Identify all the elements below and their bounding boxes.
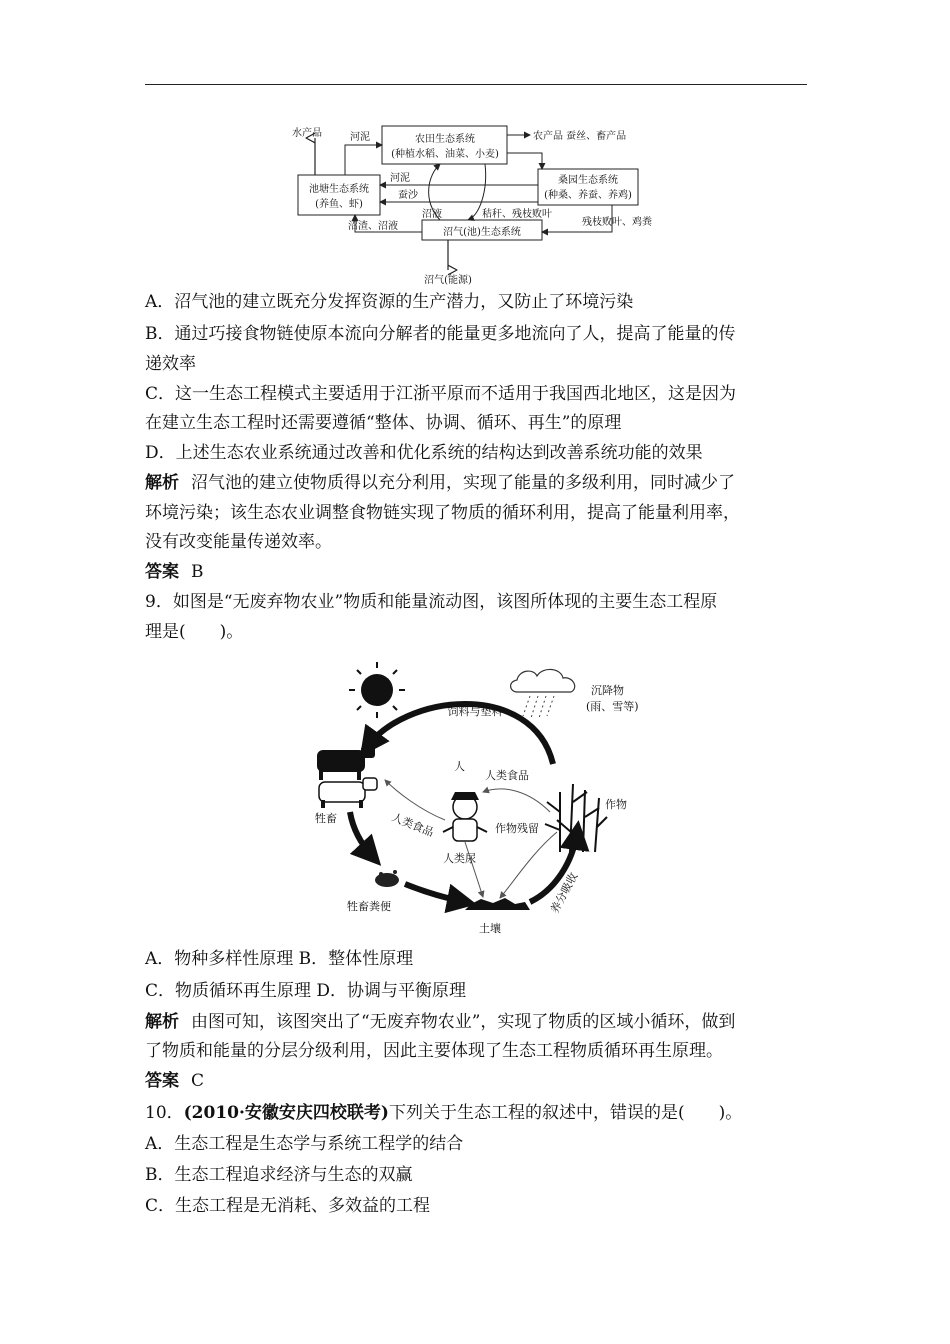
- q8-option-b-line2: 递效率: [145, 354, 196, 374]
- q8-analysis-label: 解析: [145, 473, 179, 493]
- q8-option-b-line1: B．通过巧接食物链使原本流向分解者的能量更多地流向了人，提高了能量的传: [145, 324, 736, 344]
- q9-analysis-line1: [145, 1012, 810, 1032]
- cloud-icon: [511, 669, 575, 718]
- fig1-label-river-mud-mid: 河泥: [390, 173, 410, 184]
- fig1-label-aquatic: 水产品: [292, 128, 322, 139]
- fig1-label-residue-liquid: 沼渣、沼液: [348, 221, 398, 232]
- q9-options-cd: C．物质循环再生原理 D．协调与平衡原理: [145, 981, 467, 1001]
- fig2-label-precip: 沉降物: [591, 684, 624, 697]
- q8-option-a: A．沼气池的建立既充分发挥资源的生产潜力，又防止了环境污染: [145, 292, 634, 312]
- fig2-label-human-food-left: 人类食品: [389, 810, 436, 840]
- fig2-label-nutrient: 养分吸收: [548, 870, 581, 916]
- fig1-label-agri: 农产品 蚕丝、畜产品: [533, 131, 627, 142]
- q8-answer-label: 答案: [145, 562, 179, 582]
- fig1-label-leaves: 残枝败叶、鸡粪: [582, 217, 652, 228]
- fig1-label-biogas-liquid: 沼液: [422, 209, 442, 220]
- q8-option-c-line2: 在建立生态工程时还需要遵循“整体、协调、循环、再生”的原理: [145, 413, 622, 433]
- fig1-farm-title: 农田生态系统: [415, 134, 475, 145]
- fig1-pond-title: 池塘生态系统: [309, 184, 369, 195]
- q9-stem-line1: 9．如图是“无废弃物农业”物质和能量流动图，该图所体现的主要生态工程原: [145, 592, 718, 612]
- fig1-mulberry-sub: (种桑、养蚕、养鸡): [544, 190, 632, 201]
- q8-analysis-text1: 沼气池的建立使物质得以充分利用，实现了能量的多级利用，同时减少了: [191, 473, 735, 493]
- q9-analysis-line2: 了物质和能量的分层分级利用，因此主要体现了生态工程物质循环再生原理。: [145, 1041, 723, 1061]
- q9-analysis-label: 解析: [145, 1012, 179, 1032]
- livestock-icon: [317, 746, 377, 808]
- fig1-farm-sub: (种植水稻、油菜、小麦): [391, 149, 499, 160]
- q9-options-ab: A．物种多样性原理 B．整体性原理: [145, 949, 414, 969]
- q10-stem-text: 下列关于生态工程的叙述中，错误的是( )。: [388, 1103, 743, 1123]
- manure-icon: [375, 870, 399, 887]
- q9-answer-value: C: [191, 1071, 205, 1091]
- q8-option-d: D．上述生态农业系统通过改善和优化系统的结构达到改善系统功能的效果: [145, 443, 703, 463]
- header-rule: [145, 84, 807, 85]
- fig2-label-urine: 人类尿: [443, 852, 476, 865]
- fig1-label-river-mud-top: 河泥: [350, 132, 370, 143]
- q10-stem: [145, 1103, 810, 1123]
- fig2-label-feed: 饲料与垫料: [447, 705, 503, 718]
- q8-answer: [145, 562, 810, 582]
- human-icon: [443, 792, 487, 841]
- q10-source: (2010·安徽安庆四校联考): [183, 1103, 389, 1123]
- fig1-label-straw: 秸秆、残枝败叶: [482, 209, 552, 220]
- fig2-label-human-food-right: 人类食品: [485, 769, 529, 782]
- q9-stem-line2: 理是( )。: [145, 622, 244, 642]
- q9-answer-label: 答案: [145, 1071, 179, 1091]
- q8-option-c-line1: C．这一生态工程模式主要适用于江浙平原而不适用于我国西北地区，这是因为: [145, 384, 737, 404]
- q10-number: 10．: [145, 1103, 184, 1123]
- fig2-label-manure: 牲畜粪便: [347, 900, 391, 913]
- fig1-mulberry-title: 桑园生态系统: [558, 175, 618, 186]
- fig2-label-human: 人: [454, 760, 465, 773]
- fig1-biogas-title: 沼气(池)生态系统: [443, 227, 521, 238]
- soil-icon: [465, 898, 530, 910]
- q10-option-c: C．生态工程是无消耗、多效益的工程: [145, 1196, 431, 1216]
- waste-free-agriculture-cycle-diagram: [305, 652, 650, 940]
- fig2-label-precip-sub: (雨、雪等): [586, 700, 639, 713]
- sun-icon: [349, 662, 405, 718]
- q9-analysis-text1: 由图可知，该图突出了“无废弃物农业”，实现了物质的区域小循环，做到: [191, 1012, 736, 1032]
- q8-answer-value: B: [191, 562, 204, 582]
- q9-answer: [145, 1071, 810, 1091]
- fig1-label-gas: 沼气(能源): [424, 275, 472, 285]
- q8-analysis-line1: [145, 473, 810, 493]
- q8-analysis-line3: 没有改变能量传递效率。: [145, 532, 332, 552]
- fig2-label-crop-residue: 作物残留: [495, 822, 539, 835]
- q8-analysis-line2: 环境污染；该生态农业调整食物链实现了物质的循环利用，提高了能量利用率，: [145, 503, 740, 523]
- fig2-label-soil: 土壤: [479, 922, 501, 935]
- fig1-label-silkworm-sand: 蚕沙: [398, 190, 418, 201]
- fig1-pond-sub: (养鱼、虾): [315, 199, 363, 210]
- fig2-label-crops: 作物: [605, 798, 627, 811]
- fig2-label-livestock: 牲畜: [315, 812, 337, 825]
- q10-option-a: A．生态工程是生态学与系统工程学的结合: [145, 1134, 464, 1154]
- eco-agriculture-flow-diagram: [290, 120, 660, 285]
- q10-option-b: B．生态工程追求经济与生态的双赢: [145, 1165, 413, 1185]
